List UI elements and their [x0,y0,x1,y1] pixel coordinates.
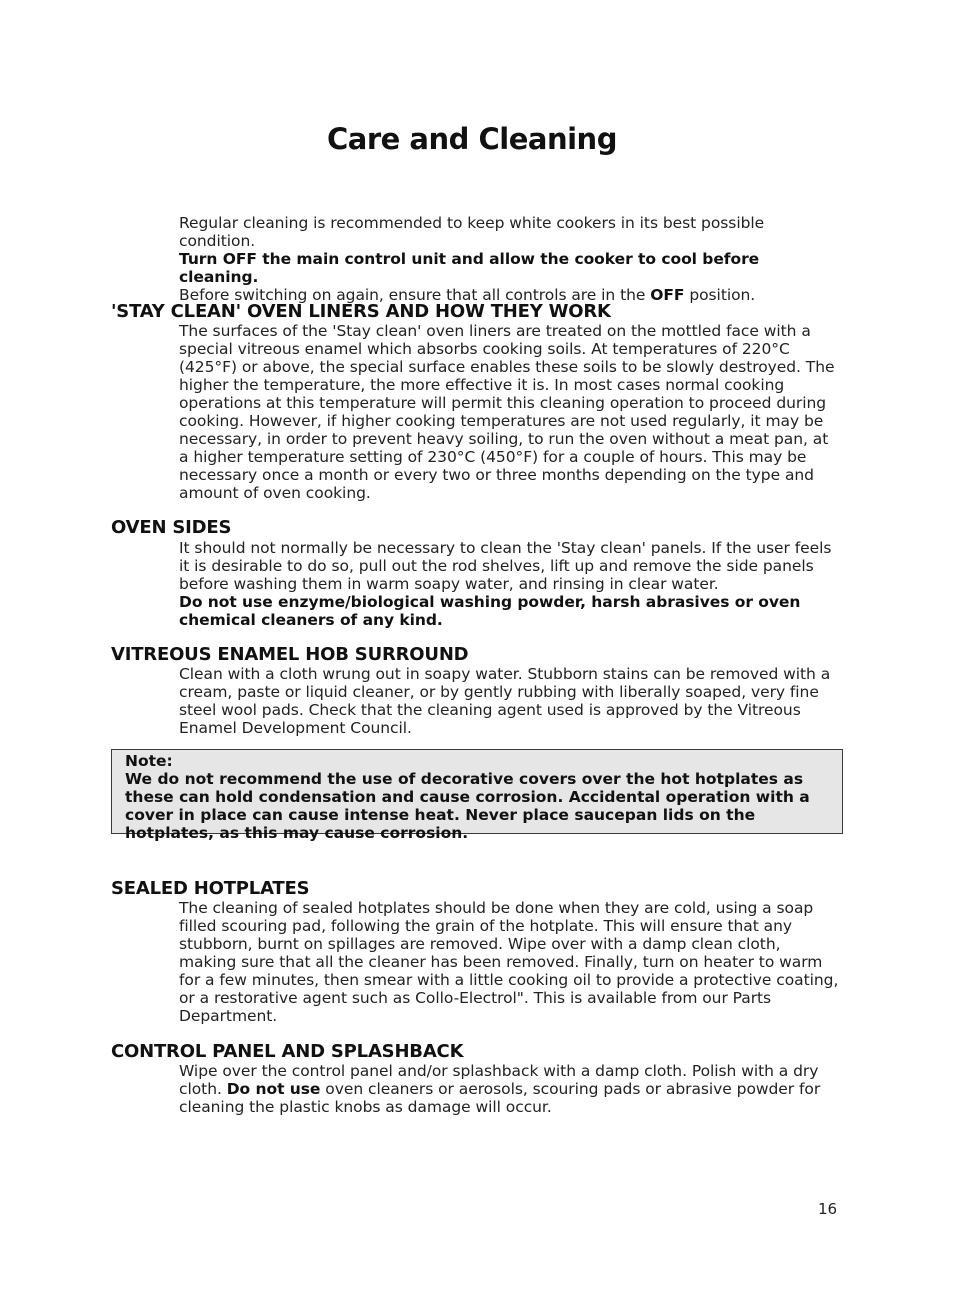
section-heading-stay-clean: 'STAY CLEAN' OVEN LINERS AND HOW THEY WORK [111,301,611,322]
page-number: 16 [818,1200,838,1218]
section-text-oven-sides: It should not normally be necessary to clean the 'Stay clean' panels. If the user feels it is desirable to do so, pull out the rod shelves, lift up and remove the side panels before washing them in warm soapy water, and rinsing in clear water. [179,539,832,593]
section-text-control-panel: Wipe over the control panel and/or splashback with a damp cloth. Polish with a dry cloth. Do not use oven cleaners or aerosols, scouring pads or abrasive powder for cleaning the plastic knobs as damage will occur. [179,1062,821,1116]
section-text-sealed-hotplates: The cleaning of sealed hotplates should be done when they are cold, using a soap filled scouring pad, following the grain of the hotplate. This will ensure that any stubborn, burnt on spillages are removed. Wipe over with a damp clean cloth, making sure that all the cleaner has been removed. Finally, turn on heater to warm for a few minutes, then smear with a little cooking oil to provide a protective coating, or a restorative agent such as Collo-Electrol". This is available from our Parts Department. [179,899,839,1025]
section-heading-sealed-hotplates: SEALED HOTPLATES [111,878,310,899]
page-title: Care and Cleaning [327,122,617,156]
section-warning-oven-sides: Do not use enzyme/biological washing powder, harsh abrasives or oven chemical cleaners of any kind. [179,593,801,629]
section-heading-oven-sides: OVEN SIDES [111,517,232,538]
section-heading-hob-surround: VITREOUS ENAMEL HOB SURROUND [111,644,469,665]
note-box [111,749,843,842]
section-text-hob-surround: Clean with a cloth wrung out in soapy water. Stubborn stains can be removed with a cream, paste or liquid cleaner, or by gently rubbing with liberally soaped, very fine steel wool pads. Check that the cleaning agent used is approved by the Vitreous Enamel Development Council. [179,665,831,737]
section-heading-control-panel: CONTROL PANEL AND SPLASHBACK [111,1041,464,1062]
section-text-stay-clean: The surfaces of the 'Stay clean' oven liners are treated on the mottled face with a special vitreous enamel which absorbs cooking soils. At temperatures of 220°C (425°F) or above, the special surface enables these soils to be slowly destroyed. The higher the temperature, the more effective it is. In most cases normal cooking operations at this temperature will permit this cleaning operation to proceed during cooking. However, if higher cooking temperatures are not used regularly, it may be necessary, in order to prevent heavy soiling, to run the oven without a meat pan, at a higher temperature setting of 230°C (450°F) for a couple of hours. This may be necessary once a month or every two or three months depending on the type and amount of oven cooking. [179,322,835,502]
intro-text: Regular cleaning is recommended to keep white cookers in its best possible condition. [179,214,765,250]
note-label: Note: [125,752,173,770]
note-text: We do not recommend the use of decorative covers over the hot hotplates as these can hold condensation and cause corrosion. Accidental operation with a cover in place can cause intense heat. Never place saucepan lids on the hotplates, as this may cause corrosion. [125,770,810,842]
section-block-oven-sides [179,539,839,629]
intro-warning: Turn OFF the main control unit and allow the cooker to cool before cleaning. [179,250,760,286]
intro-block [179,214,839,304]
intro-controls-note: Before switching on again, ensure that all controls are in the OFF position. [179,286,756,304]
